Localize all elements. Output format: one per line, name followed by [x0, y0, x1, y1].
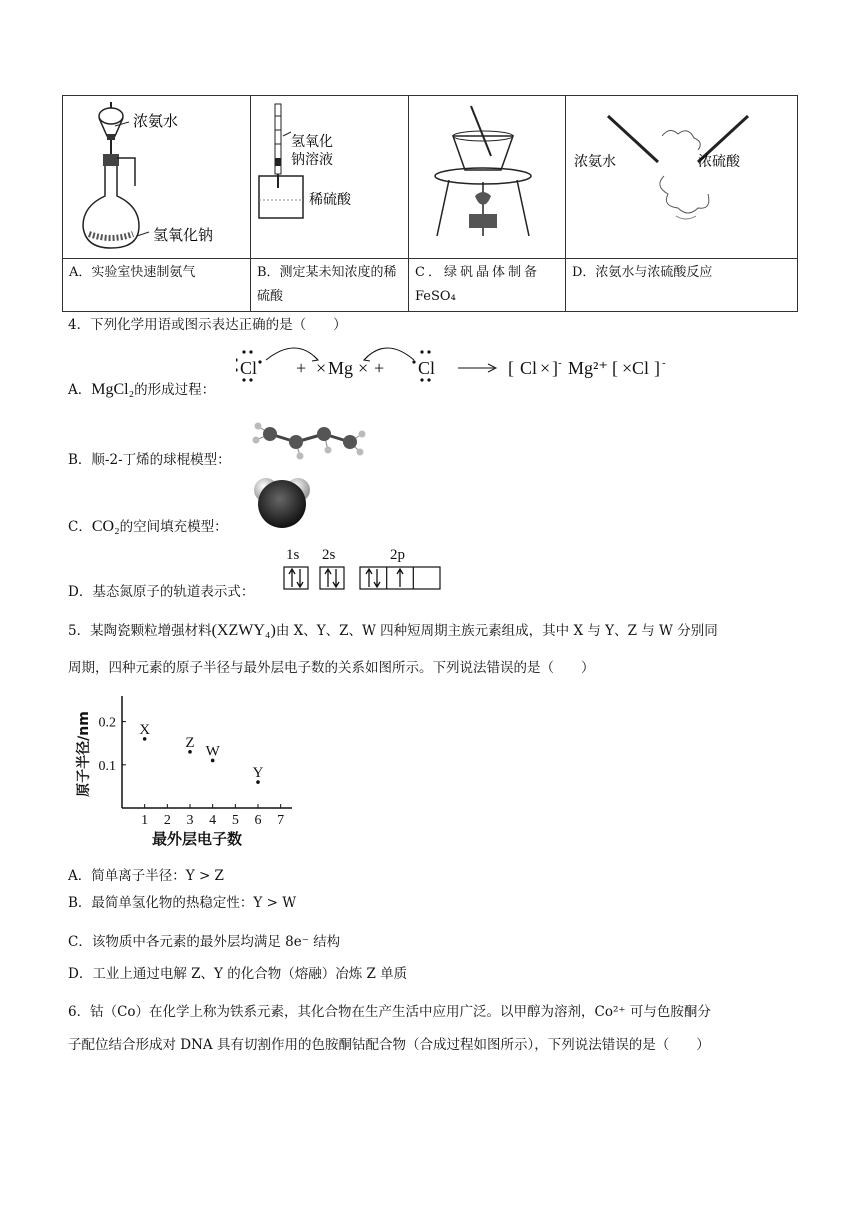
apparatus-c-figure: [409, 96, 566, 259]
x-tick-label: 2: [163, 813, 171, 828]
x-tick-label: 7: [277, 813, 285, 828]
label-naoh-1: 氢氧化: [291, 134, 333, 150]
label-dilute-h2so4: 稀硫酸: [309, 192, 351, 208]
svg-text:[: [: [508, 358, 514, 378]
point-label-z: Z: [185, 734, 195, 751]
label-conc-ammonia-d: 浓氨水: [574, 154, 616, 170]
svg-text:Mg²⁺: Mg²⁺: [568, 358, 608, 378]
svg-text:×: ×: [358, 358, 369, 378]
svg-text:×: ×: [540, 358, 551, 378]
x-tick-label: 6: [254, 813, 262, 828]
q6-stem-line2: 子配位结合形成对 DNA 具有切割作用的色胺酮钴配合物（合成过程如图所示），下列说法错误的是（ ）: [68, 1037, 710, 1053]
svg-text:-: -: [662, 357, 666, 369]
x-tick-label: 5: [231, 813, 239, 828]
svg-text:1s: 1s: [286, 547, 300, 563]
apparatus-table: [62, 95, 798, 312]
svg-text:2s: 2s: [322, 547, 336, 563]
q5-option-b: B．最简单氢化物的热稳定性：Y > W: [68, 895, 297, 911]
q5-stem-line1: 5．某陶瓷颗粒增强材料(XZWY₄)由 X、Y、Z、W 四种短周期主族元素组成，其中 X 与 Y、Z 与 W 分别同: [68, 622, 718, 639]
q4-option-d: D．基态氮原子的轨道表示式：: [68, 584, 255, 600]
label-naoh: 氢氧化钠: [153, 226, 214, 244]
svg-text:[: [: [612, 358, 618, 378]
apparatus-b-caption: B．测定某未知浓度的稀硫酸: [251, 259, 409, 312]
point-label-x: X: [139, 721, 151, 738]
label-conc-h2so4-d: 浓硫酸: [698, 154, 740, 170]
x-tick-label: 4: [209, 813, 217, 828]
x-tick-label: 1: [141, 813, 149, 828]
mgcl2-formation-diagram: [236, 342, 676, 386]
q5-option-a: A．简单离子半径：Y > Z: [68, 868, 224, 884]
q5-stem-line2: 周期，四种元素的原子半径与最外层电子数的关系如图所示。下列说法错误的是（ ）: [68, 660, 595, 676]
svg-text:×: ×: [316, 358, 327, 378]
q5-option-d: D．工业上通过电解 Z、Y 的化合物（熔融）冶炼 Z 单质: [68, 966, 408, 982]
co2-space-filling-model: [250, 474, 314, 530]
svg-text:×: ×: [622, 358, 633, 378]
x-tick-label: 3: [186, 813, 194, 828]
q5-option-c: C．该物质中各元素的最外层均满足 8e⁻ 结构: [68, 934, 341, 950]
q4-stem: 4．下列化学用语或图示表达正确的是（ ）: [68, 317, 347, 333]
svg-text:-: -: [558, 357, 562, 369]
svg-text:+: +: [374, 358, 385, 378]
nitrogen-orbital-diagram: [280, 543, 450, 593]
x-axis-title: 最外层电子数: [151, 830, 243, 848]
q6-stem-line1: 6．钴（Co）在化学上称为铁系元素，其化合物在生产生活中应用广泛。以甲醇为溶剂，Co²⁺ 可与色胺酮分: [68, 1004, 711, 1020]
apparatus-a-figure: [63, 96, 251, 259]
q4-option-b: B．顺-2-丁烯的球棍模型：: [68, 452, 231, 468]
y-axis-title: 原子半径/nm: [76, 711, 92, 797]
svg-text:Cl: Cl: [632, 358, 650, 378]
radius-vs-valence-chart: [74, 690, 304, 852]
label-conc-ammonia: 浓氨水: [133, 112, 179, 130]
svg-text:+: +: [296, 358, 307, 378]
svg-text:Mg: Mg: [328, 358, 354, 378]
y-tick-label: 0.2: [98, 715, 116, 731]
svg-text:2p: 2p: [390, 547, 405, 563]
apparatus-c-caption: C．绿矾晶体制备 FeSO₄: [409, 259, 566, 312]
point-label-y: Y: [252, 765, 264, 782]
svg-text:]: ]: [552, 358, 558, 378]
svg-text:Cl: Cl: [240, 358, 258, 378]
apparatus-b-figure: [251, 96, 409, 259]
cis-2-butene-ball-stick-model: [250, 418, 366, 462]
svg-text:Cl: Cl: [418, 358, 436, 378]
svg-text:]: ]: [654, 358, 660, 378]
apparatus-a-caption: A．实验室快速制氨气: [63, 259, 251, 312]
label-naoh-2: 钠溶液: [291, 152, 333, 168]
point-label-w: W: [205, 743, 220, 760]
apparatus-d-caption: D．浓氨水与浓硫酸反应: [566, 259, 798, 312]
q4-option-a: A．MgCl₂的形成过程：: [68, 381, 216, 398]
y-tick-label: 0.1: [98, 758, 116, 774]
apparatus-d-figure: [566, 96, 798, 259]
svg-text:Cl: Cl: [520, 358, 538, 378]
q4-option-c: C．CO₂的空间填充模型：: [68, 518, 228, 535]
